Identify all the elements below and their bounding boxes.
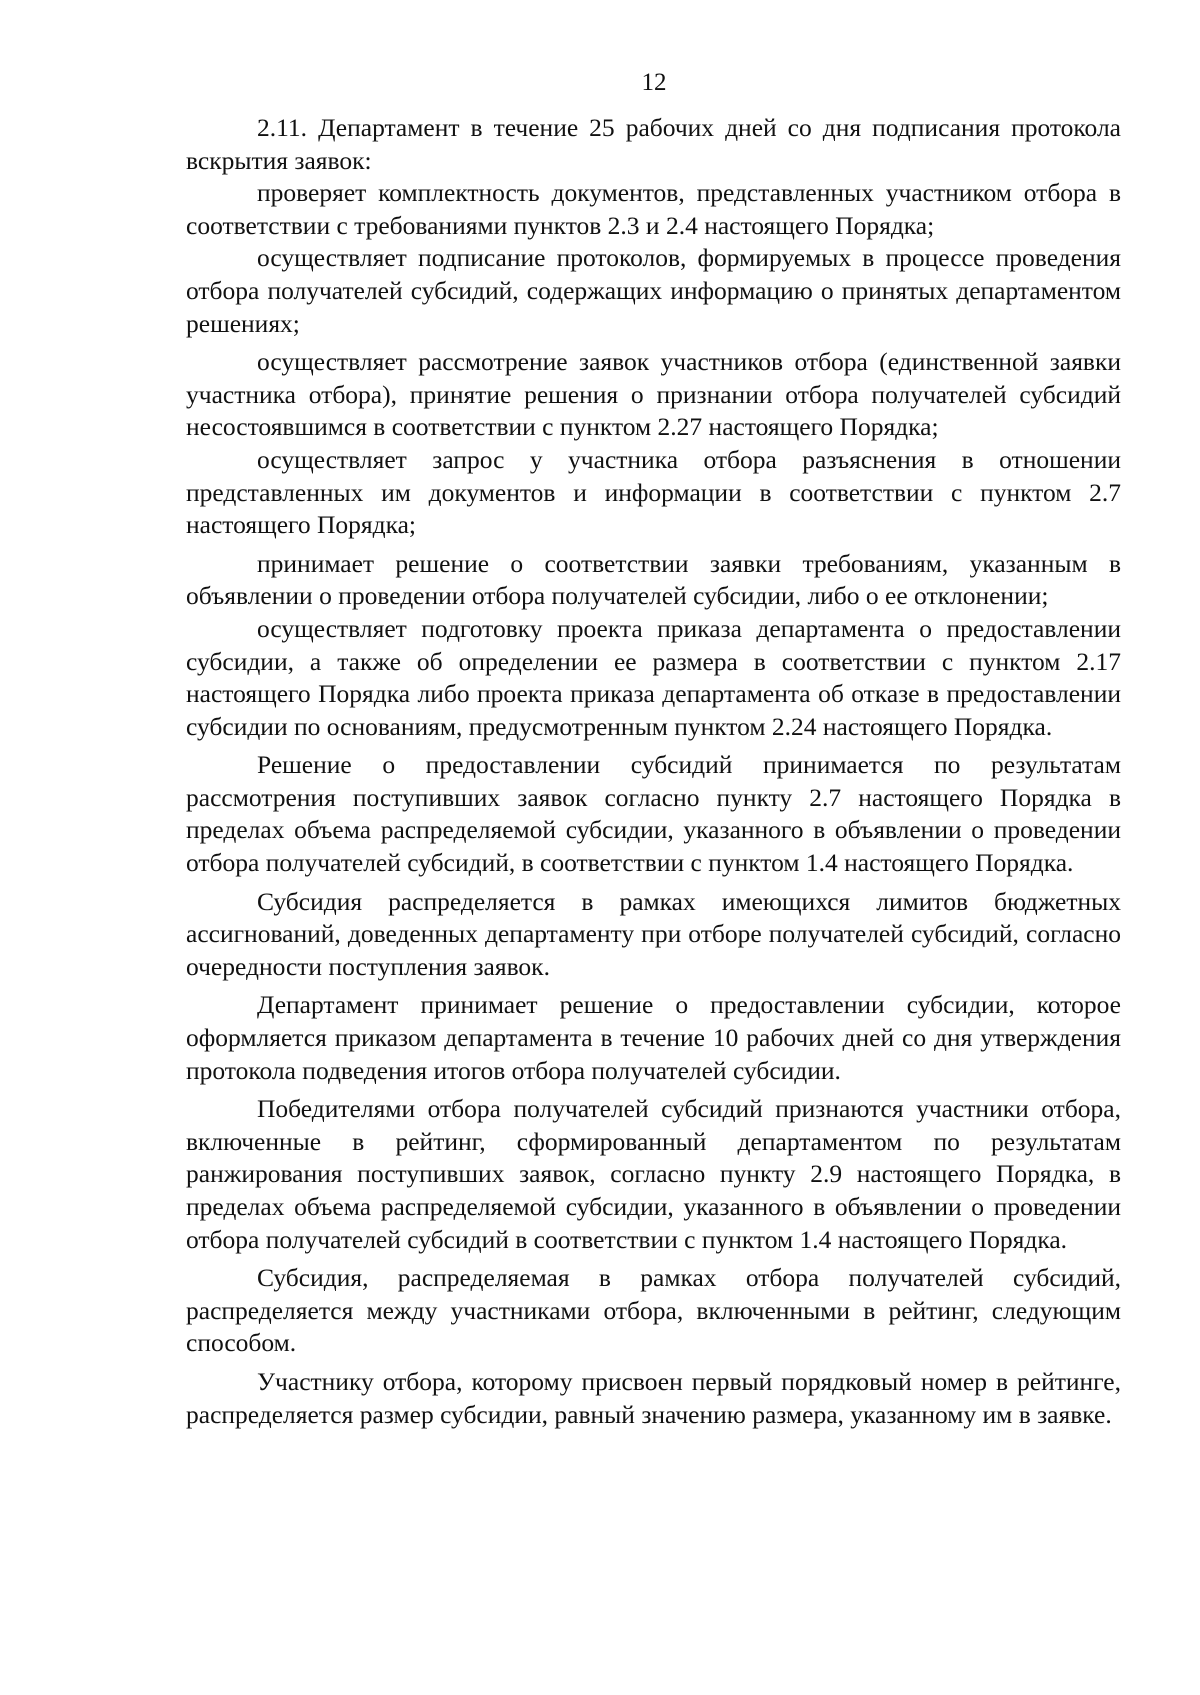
paragraph-check-documents: проверяет комплектность документов, представленных участником отбора в соответствии с требованиями пунктов 2.3 и 2.4 настоящего Порядка; [186, 178, 1121, 240]
document-body [186, 112, 1121, 1431]
paragraph-prepare-order: осуществляет подготовку проекта приказа департамента о предоставлении субсидии, а также об определении ее размера в соответствии с пунктом 2.17 настоящего Порядка либо проекта приказа департамента об отказе в предоставлении субсидии по основаниям, предусмотренным пунктом 2.24 настоящего Порядка. [186, 613, 1121, 741]
paragraph-first-participant: Участнику отбора, которому присвоен первый порядковый номер в рейтинге, распределяется размер субсидии, равный значению размера, указанному им в заявке. [186, 1366, 1121, 1429]
paragraph-decision-subsidy: Решение о предоставлении субсидий принимается по результатам рассмотрения поступивших заявок согласно пункту 2.7 настоящего Порядка в пределах объема распределяемой субсидии, указанного в объявлении о проведении отбора получателей субсидий, в соответствии с пунктом 1.4 настоящего Порядка. [186, 750, 1121, 878]
paragraph-department-decision: Департамент принимает решение о предоставлении субсидии, которое оформляется приказом департамента в течение 10 рабочих дней со дня утверждения протокола подведения итогов отбора получателей субсидии. [186, 990, 1121, 1085]
paragraph-request-clarification: осуществляет запрос у участника отбора разъяснения в отношении представленных им документов и информации в соответствии с пунктом 2.7 настоящего Порядка; [186, 444, 1121, 540]
paragraph-review-applications: осуществляет рассмотрение заявок участников отбора (единственной заявки участника отбора), принятие решения о признании отбора получателей субсидий несостоявшимся в соответствии с пунктом 2.27 настоящего Порядка; [186, 347, 1121, 442]
paragraph-decision-compliance: принимает решение о соответствии заявки требованиям, указанным в объявлении о проведении отбора получателей субсидии, либо о ее отклонении; [186, 548, 1121, 611]
paragraph-sign-protocols: осуществляет подписание протоколов, формируемых в процессе проведения отбора получателей субсидий, содержащих информацию о принятых департаментом решениях; [186, 243, 1121, 338]
page-number: 12 [641, 69, 667, 96]
paragraph-2-11-intro: 2.11. Департамент в течение 25 рабочих дней со дня подписания протокола вскрытия заявок: [186, 113, 1121, 175]
paragraph-winners: Победителями отбора получателей субсидий признаются участники отбора, включенные в рейтинг, сформированный департаментом по результатам ранжирования поступивших заявок, согласно пункту 2.9 настоящего Порядка, в пределах объема распределяемой субсидии, указанного в объявлении о проведении отбора получателей субсидий в соответствии с пунктом 1.4 настоящего Порядка. [186, 1094, 1121, 1254]
paragraph-distribution-method: Субсидия, распределяемая в рамках отбора получателей субсидий, распределяется между участниками отбора, включенными в рейтинг, следующим способом. [186, 1263, 1121, 1358]
paragraph-subsidy-limits: Субсидия распределяется в рамках имеющихся лимитов бюджетных ассигнований, доведенных департаменту при отборе получателей субсидий, согласно очередности поступления заявок. [186, 886, 1121, 981]
